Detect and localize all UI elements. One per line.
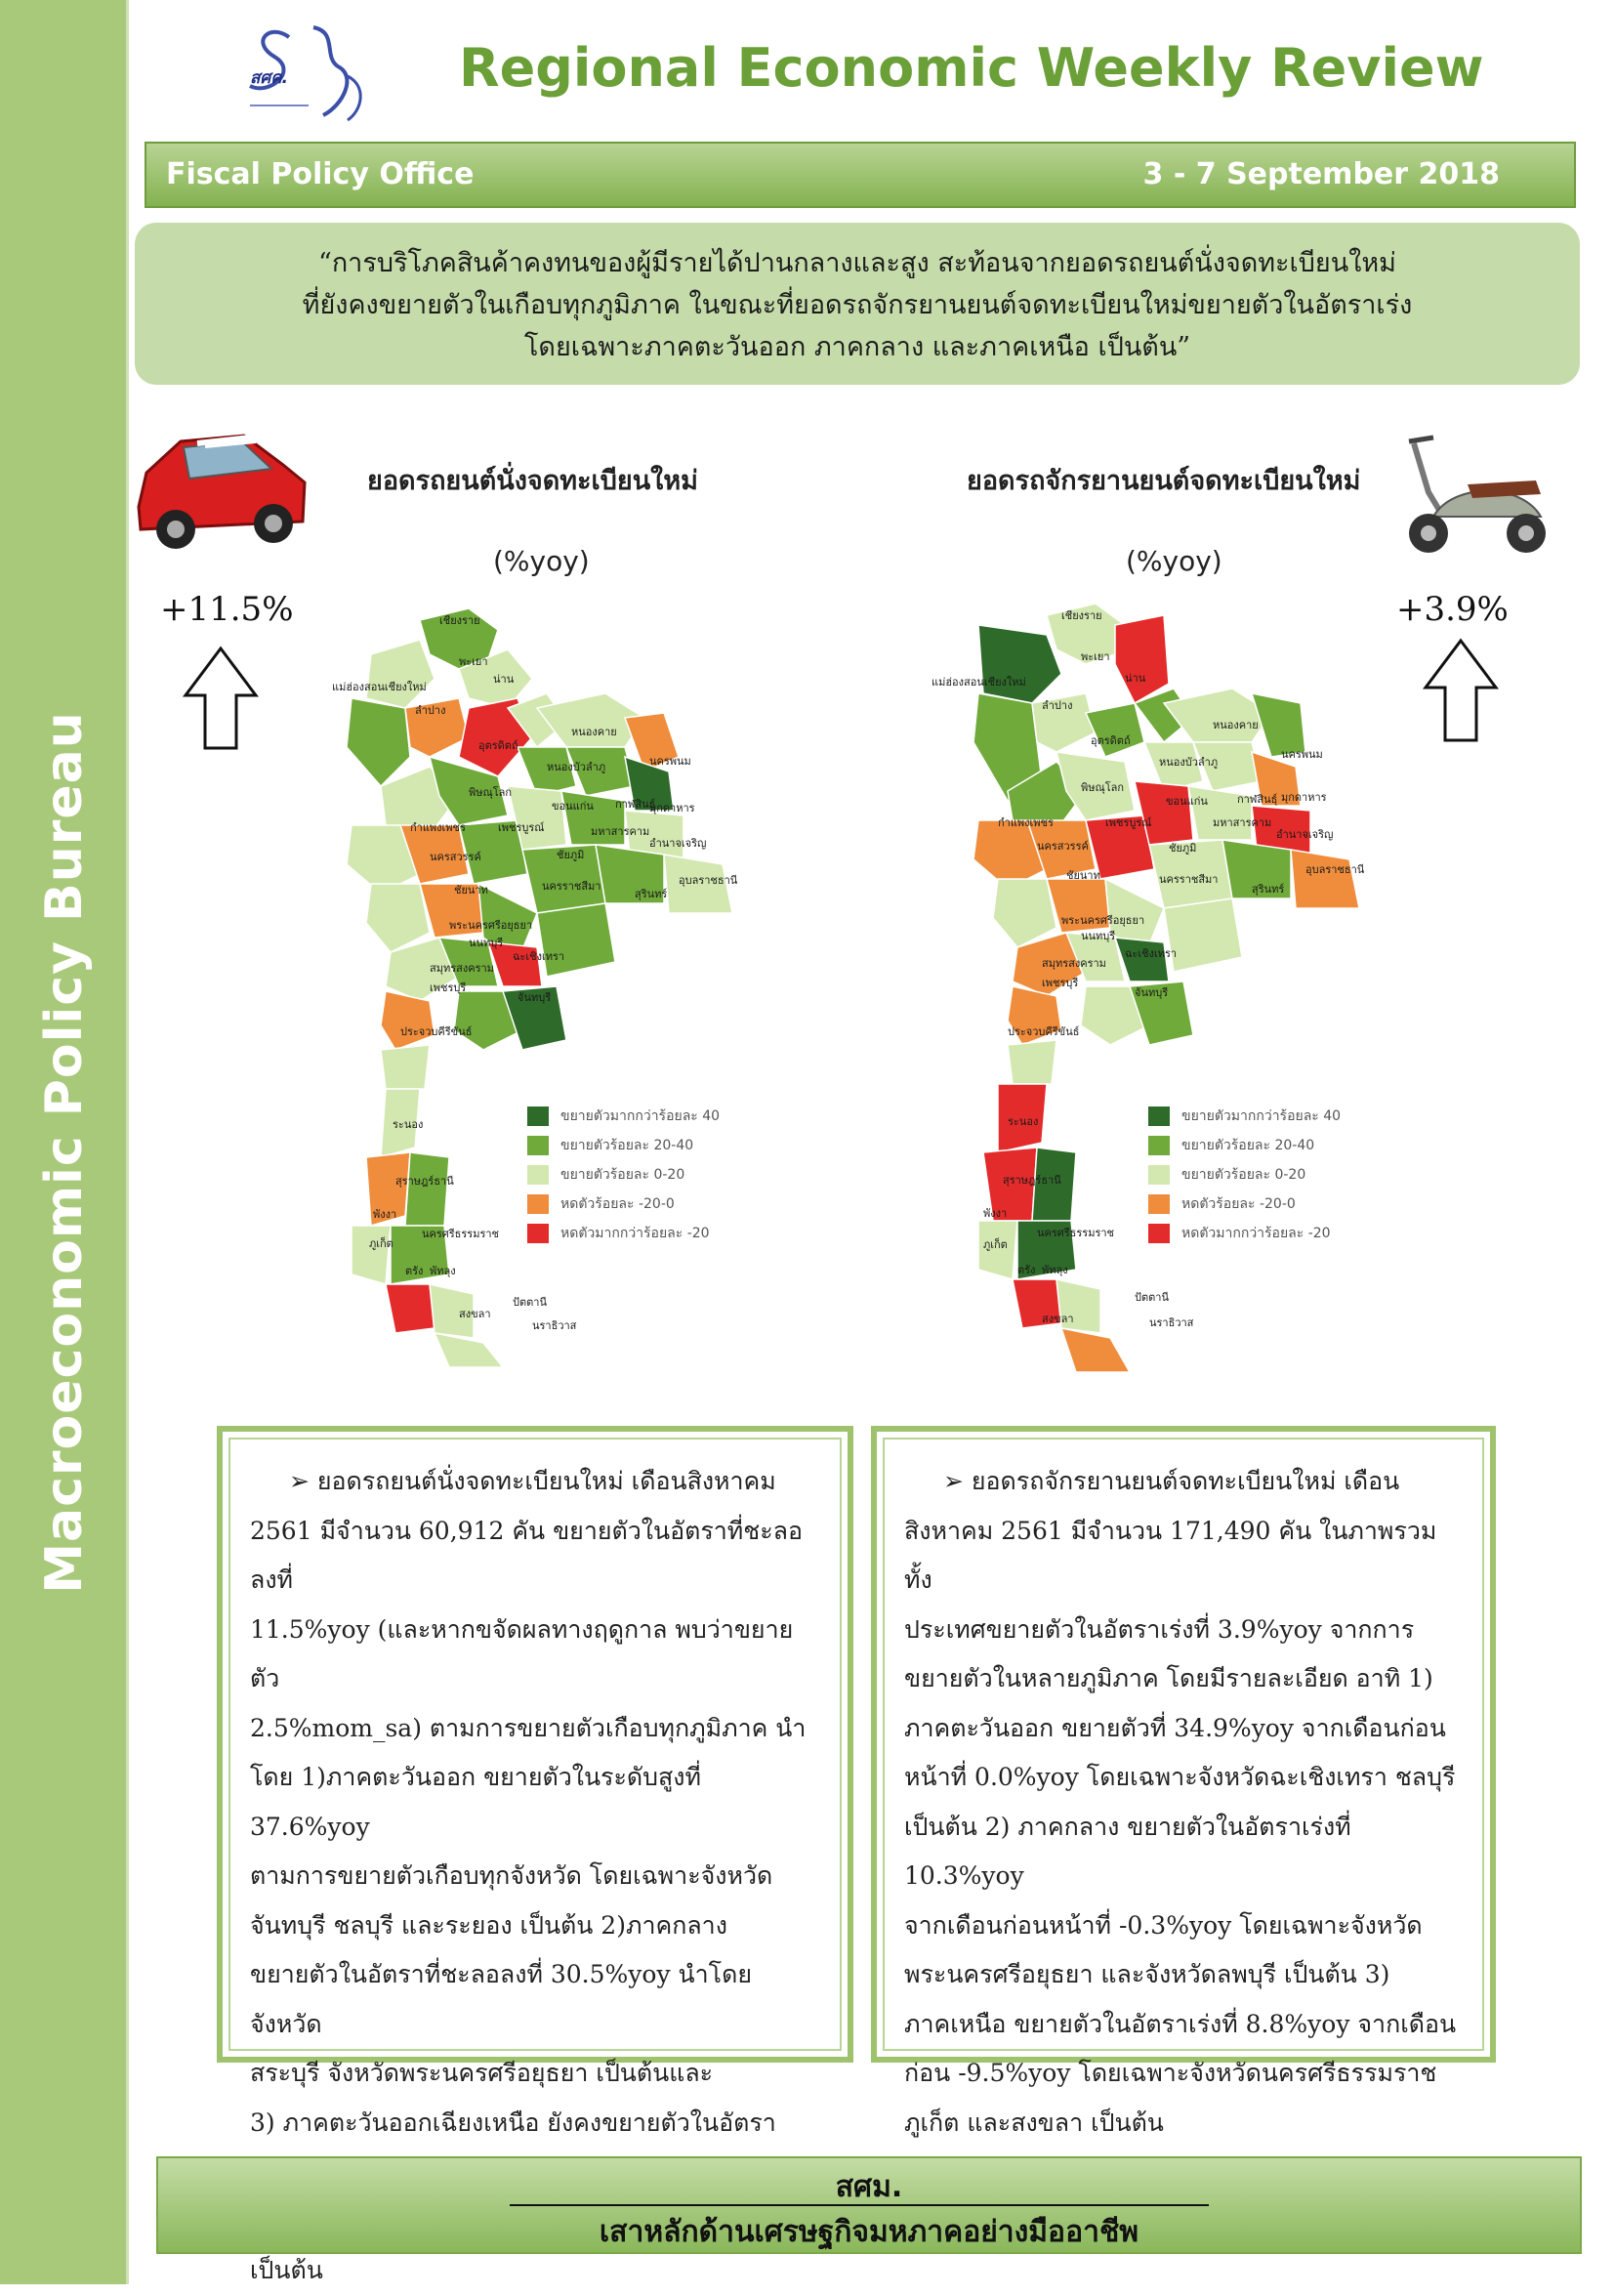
- summary-line: ประเทศขยายตัวในอัตราเร่งที่ 3.9%yoy จากการ: [904, 1614, 1415, 1644]
- legend-label: หดตัวร้อยละ -20-0: [560, 1196, 675, 1212]
- province-label: น่าน: [1125, 672, 1146, 685]
- province-label: ชัยนาท: [1066, 869, 1100, 882]
- province-label: ประจวบคีรีขันธ์: [1008, 1025, 1080, 1038]
- legend-item: [527, 1160, 720, 1190]
- summary-line: ➢ ยอดรถจักรยานยนต์จดทะเบียนใหม่ เดือน: [943, 1467, 1400, 1495]
- legend-item: [1148, 1102, 1341, 1131]
- province-label: เพชรบูรณ์: [1105, 816, 1152, 829]
- motorcycles-thailand-map: [932, 596, 1398, 1377]
- cars-map-legend: [527, 1102, 720, 1248]
- province-label: ชัยภูมิ: [1169, 842, 1197, 855]
- province-label: อำนาจเจริญ: [649, 837, 707, 850]
- up-arrow-icon: [1422, 637, 1500, 746]
- province-label: มหาสารคาม: [591, 825, 650, 838]
- province-label: นครสวรรค์: [430, 851, 481, 863]
- province-label: เพชรบุรี: [1042, 977, 1079, 989]
- motorcycles-map-legend: [1148, 1102, 1341, 1248]
- legend-item: [1148, 1160, 1341, 1190]
- side-band: [0, 0, 129, 2284]
- province-label: หนองคาย: [571, 726, 617, 738]
- legend-item: [527, 1190, 720, 1219]
- province-label: นนทบุรี: [469, 937, 504, 949]
- province-label: ลำปาง: [415, 704, 446, 717]
- province-label: นครศรีธรรมราช: [1037, 1227, 1115, 1239]
- summary-line: 2561 มีจำนวน 60,912 คัน ขยายตัวในอัตราที่ชะลอลงที่: [250, 1516, 804, 1594]
- province-label: สุรินทร์: [1252, 883, 1285, 896]
- legend-item: [1148, 1190, 1341, 1219]
- province-label: นราธิวาส: [532, 1319, 577, 1332]
- province-label: พังงา: [983, 1207, 1008, 1220]
- province-label: มุกดาหาร: [1281, 791, 1327, 804]
- legend-item: [527, 1131, 720, 1160]
- province-label: ปัตตานี: [513, 1296, 547, 1309]
- province-label: พะเยา: [1081, 650, 1110, 663]
- legend-swatch: [527, 1136, 549, 1155]
- legend-swatch: [1148, 1165, 1170, 1185]
- summary-line: จันทบุรี ชลบุรี และระยอง เป็นต้น 2)ภาคกลาง: [250, 1910, 727, 1940]
- province-label: ระนอง: [1008, 1115, 1039, 1128]
- province-label: ลำปาง: [1042, 699, 1073, 712]
- legend-swatch: [527, 1106, 549, 1126]
- province-label: ฉะเชิงเทรา: [1125, 947, 1178, 960]
- province-label: แม่ฮ่องสอนเชียงใหม่: [932, 676, 1026, 689]
- summary-line: ภูเก็ต และสงขลา เป็นต้น: [904, 2108, 1164, 2137]
- up-arrow-icon: [182, 645, 260, 754]
- legend-label: หดตัวมากกว่าร้อยละ -20: [1181, 1226, 1331, 1241]
- legend-swatch: [527, 1165, 549, 1185]
- legend-swatch: [1148, 1106, 1170, 1126]
- province-label: พะเยา: [459, 655, 488, 668]
- province-label: อุบลราชธานี: [679, 874, 738, 887]
- quote-line: “การบริโภคสินค้าคงทนของผู้มีรายได้ปานกลางและสูง สะท้อนจากยอดรถยนต์นั่งจดทะเบียนใหม่: [318, 248, 1396, 278]
- summary-line: 2.5%mom_sa) ตามการขยายตัวเกือบทุกภูมิภาค นำ: [250, 1713, 807, 1742]
- province-label: ประจวบคีรีขันธ์: [400, 1025, 473, 1038]
- summary-line: 11.5%yoy (และหากขจัดผลทางฤดูกาล พบว่าขยายตัว: [250, 1614, 794, 1692]
- province-label: เชียงราย: [1061, 609, 1102, 622]
- province-label: สุราษฎร์ธานี: [1003, 1174, 1061, 1187]
- province-label: มุกดาหาร: [649, 802, 695, 814]
- province-label: ภูเก็ต: [983, 1238, 1008, 1251]
- legend-swatch: [527, 1224, 549, 1243]
- motorcycles-growth-value: +3.9%: [1396, 590, 1509, 629]
- province-label: นครศรีธรรมราช: [422, 1228, 500, 1240]
- province-label: นครพนม: [649, 755, 691, 768]
- scooter-icon: [1375, 424, 1560, 561]
- province-label: เพชรบูรณ์: [498, 821, 545, 834]
- quote-line: ที่ยังคงขยายตัวในเกือบทุกภูมิภาค ในขณะที่ยอดรถจักรยานยนต์จดทะเบียนใหม่ขยายตัวในอัตราเร่ง: [302, 290, 1413, 320]
- logo-text: สศค.: [250, 68, 288, 88]
- summary-line: ขยายตัวในอัตราที่ชะลอลงที่ 30.5%yoy นำโดยจังหวัด: [250, 1960, 752, 2038]
- side-label: Macroeconomic Policy Bureau: [35, 711, 94, 1594]
- motorcycles-summary-box: [871, 1426, 1496, 2137]
- province-label: อำนาจเจริญ: [1276, 828, 1334, 841]
- province-label: สมุทรสงคราม: [1042, 957, 1106, 970]
- motorcycles-map-title: ยอดรถจักรยานยนต์จดทะเบียนใหม่: [967, 466, 1361, 496]
- summary-line: โดย 1)ภาคตะวันออก ขยายตัวในระดับสูงที่ 37.6%yoy: [250, 1763, 701, 1841]
- legend-label: ขยายตัวมากกว่าร้อยละ 40: [560, 1108, 721, 1124]
- province-label: ตรัง: [1017, 1264, 1036, 1276]
- province-label: อุตรดิตถ์: [478, 739, 518, 752]
- province-label: สุราษฎร์ธานี: [395, 1175, 454, 1188]
- cars-map-title: ยอดรถยนต์นั่งจดทะเบียนใหม่: [367, 466, 698, 496]
- province-label: กาฬสินธุ์: [615, 798, 656, 811]
- footer-slogan: เสาหลักด้านเศรษฐกิจมหภาคอย่างมืออาชีพ: [599, 2215, 1139, 2249]
- cars-growth-value: +11.5%: [160, 590, 294, 629]
- province-label: สุรินทร์: [635, 888, 668, 900]
- province-label: หนองคาย: [1213, 719, 1259, 731]
- summary-line: หน้าที่ 0.0%yoy โดยเฉพาะจังหวัดฉะเชิงเทรา ชลบุรี: [904, 1763, 1456, 1791]
- province-label: พิษณุโลก: [1081, 781, 1125, 794]
- province-label: ตรัง: [405, 1265, 424, 1277]
- province-label: อุตรดิตถ์: [1091, 734, 1131, 747]
- province-label: นครราชสีมา: [542, 880, 601, 893]
- province-label: พระนครศรีอยุธยา: [1061, 914, 1145, 927]
- report-date: 3 - 7 September 2018: [1142, 157, 1500, 191]
- province-label: กำแพงเพชร: [410, 821, 466, 834]
- province-label: พัทลุง: [430, 1265, 456, 1277]
- footer-divider: [510, 2204, 1209, 2206]
- cars-summary-box: [217, 1426, 853, 2284]
- province-label: เพชรบุรี: [430, 981, 467, 994]
- legend-item: [1148, 1131, 1341, 1160]
- province-label: หนองบัวลำภู: [1159, 756, 1219, 769]
- summary-line: สระบุรี จังหวัดพระนครศรีอยุธยา เป็นต้นและ: [250, 2059, 714, 2087]
- province-label: ฉะเชิงเทรา: [513, 950, 565, 963]
- page-title: Regional Economic Weekly Review: [459, 37, 1484, 99]
- province-label: นครสวรรค์: [1037, 840, 1089, 853]
- province-label: แม่ฮ่องสอนเชียงใหม่: [332, 681, 427, 693]
- legend-swatch: [1148, 1194, 1170, 1214]
- legend-item: [527, 1219, 720, 1248]
- legend-label: ขยายตัวร้อยละ 20-40: [1181, 1138, 1315, 1153]
- province-label: พัทลุง: [1042, 1264, 1068, 1276]
- summary-quote: [135, 223, 1580, 385]
- summary-line: ➢ ยอดรถยนต์นั่งจดทะเบียนใหม่ เดือนสิงหาคม: [289, 1467, 776, 1495]
- province-label: ชัยภูมิ: [557, 849, 585, 861]
- province-label: นนทบุรี: [1081, 930, 1116, 942]
- province-label: น่าน: [493, 673, 515, 686]
- motorcycles-unit: (%yoy): [1126, 545, 1222, 577]
- province-label: สงขลา: [459, 1308, 491, 1320]
- province-label: จันทบุรี: [518, 991, 552, 1004]
- office-name: Fiscal Policy Office: [166, 157, 475, 191]
- legend-label: ขยายตัวร้อยละ 0-20: [560, 1167, 685, 1183]
- footer-abbrev: สศม.: [835, 2170, 903, 2204]
- summary-line: เป็นต้น 2) ภาคกลาง ขยายตัวในอัตราเร่งที่ 10.3%yoy: [904, 1812, 1351, 1890]
- province-label: นครพนม: [1281, 748, 1323, 761]
- province-label: กาฬสินธุ์: [1237, 793, 1278, 806]
- province-label: อุบลราชธานี: [1305, 863, 1365, 876]
- cars-unit: (%yoy): [493, 545, 590, 577]
- province-label: สงขลา: [1042, 1313, 1074, 1325]
- legend-item: [1148, 1219, 1341, 1248]
- province-label: พระนครศรีอยุธยา: [449, 919, 533, 932]
- province-label: ขอนแก่น: [1166, 795, 1208, 808]
- header-band: [145, 142, 1576, 208]
- province-label: ระนอง: [393, 1118, 424, 1131]
- legend-label: ขยายตัวร้อยละ 20-40: [560, 1138, 694, 1153]
- summary-line: เป็นต้น: [250, 2256, 323, 2284]
- province-label: ขอนแก่น: [552, 800, 594, 813]
- province-label: กำแพงเพชร: [998, 816, 1054, 829]
- province-label: เชียงราย: [439, 614, 480, 627]
- legend-label: ขยายตัวร้อยละ 0-20: [1181, 1167, 1306, 1183]
- legend-label: หดตัวมากกว่าร้อยละ -20: [560, 1226, 710, 1241]
- legend-swatch: [1148, 1224, 1170, 1243]
- province-label: ชัยนาท: [454, 884, 488, 897]
- legend-swatch: [1148, 1136, 1170, 1155]
- province-label: จันทบุรี: [1135, 986, 1169, 999]
- province-label: ภูเก็ต: [369, 1237, 393, 1250]
- province-label: นราธิวาส: [1149, 1316, 1194, 1329]
- cars-thailand-map: [312, 601, 771, 1372]
- summary-line: ภาคตะวันออก ขยายตัวที่ 34.9%yoy จากเดือนก่อน: [904, 1713, 1446, 1742]
- legend-item: [527, 1102, 720, 1131]
- summary-line: ตามการขยายตัวเกือบทุกจังหวัด โดยเฉพาะจังหวัด: [250, 1861, 773, 1890]
- province-label: พังงา: [373, 1208, 397, 1221]
- legend-label: หดตัวร้อยละ -20-0: [1181, 1196, 1296, 1212]
- province-label: นครราชสีมา: [1159, 873, 1219, 886]
- summary-line: 3) ภาคตะวันออกเฉียงเหนือ ยังคงขยายตัวในอัตรา: [250, 2108, 776, 2137]
- province-label: มหาสารคาม: [1213, 816, 1272, 829]
- legend-swatch: [527, 1194, 549, 1214]
- summary-line: ก่อน -9.5%yoy โดยเฉพาะจังหวัดนครศรีธรรมราช: [904, 2059, 1437, 2087]
- province-label: สมุทรสงคราม: [430, 962, 494, 975]
- footer-band: [156, 2156, 1582, 2254]
- province-label: ปัตตานี: [1135, 1291, 1169, 1304]
- summary-line: ภาคเหนือ ขยายตัวในอัตราเร่งที่ 8.8%yoy จากเดือน: [904, 2009, 1457, 2038]
- summary-line: สิงหาคม 2561 มีจำนวน 171,490 คัน ในภาพรวมทั้ง: [904, 1516, 1437, 1594]
- car-icon: [127, 414, 312, 561]
- quote-line: โดยเฉพาะภาคตะวันออก ภาคกลาง และภาคเหนือ เป็นต้น”: [523, 332, 1191, 362]
- summary-line: ขยายตัวในหลายภูมิภาค โดยมีรายละเอียด อาทิ 1): [904, 1664, 1433, 1692]
- summary-line: จากเดือนก่อนหน้าที่ -0.3%yoy โดยเฉพาะจังหวัด: [904, 1910, 1423, 1940]
- province-label: หนองบัวลำภู: [547, 761, 606, 773]
- province-label: พิษณุโลก: [469, 786, 513, 799]
- legend-label: ขยายตัวมากกว่าร้อยละ 40: [1181, 1108, 1342, 1124]
- summary-line: พระนครศรีอยุธยา และจังหวัดลพบุรี เป็นต้น 3): [904, 1960, 1390, 1988]
